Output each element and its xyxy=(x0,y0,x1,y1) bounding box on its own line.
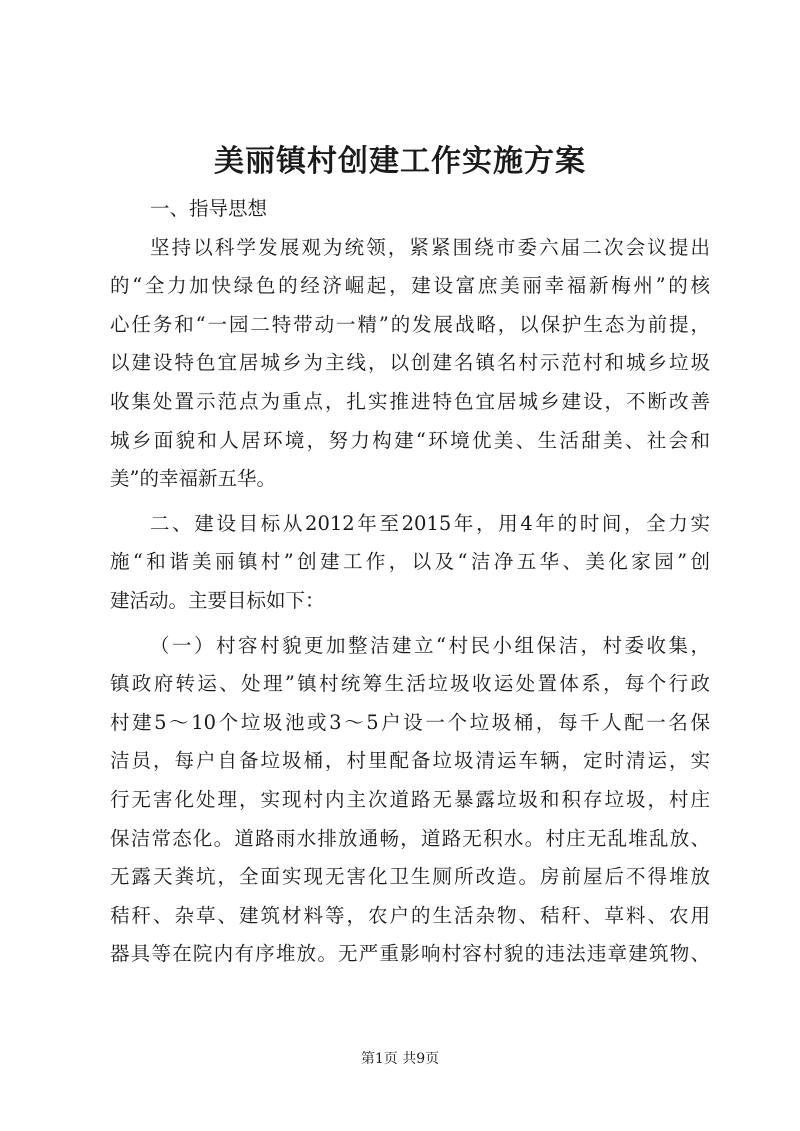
page-number-footer: 第1页 共9页 xyxy=(360,1051,440,1067)
paragraph-line: 心任务和“一园二特带动一精”的发展战略，以保护生态为前提， xyxy=(110,312,710,336)
paragraph-line: 建活动。主要目标如下： xyxy=(110,588,325,612)
paragraph-line: 保洁常态化。道路雨水排放通畅，道路无积水。村庄无乱堆乱放、 xyxy=(110,826,710,850)
paragraph-line: 无露天粪坑，全面实现无害化卫生厕所改造。房前屋后不得堆放 xyxy=(110,865,710,889)
paragraph-line: 镇政府转运、处理”镇村统筹生活垃圾收运处置体系，每个行政 xyxy=(110,672,710,696)
paragraph-line: 以建设特色宜居城乡为主线，以创建名镇名村示范村和城乡垃圾 xyxy=(110,351,710,375)
paragraph-line: 坚持以科学发展观为统领，紧紧围绕市委六届二次会议提出 xyxy=(150,235,710,259)
paragraph-line: 秸秆、杂草、建筑材料等，农户的生活杂物、秸秆、草料、农用 xyxy=(110,903,710,927)
paragraph-line: 城乡面貌和人居环境，努力构建“环境优美、生活甜美、社会和 xyxy=(110,428,710,452)
paragraph-line: 洁员，每户自备垃圾桶，村里配备垃圾清运车辆，定时清运，实 xyxy=(110,749,710,773)
paragraph-line: 器具等在院内有序堆放。无严重影响村容村貌的违法违章建筑物、 xyxy=(110,942,710,966)
paragraph-line: 村建5～10个垃圾池或3～5户设一个垃圾桶，每千人配一名保 xyxy=(110,710,710,734)
paragraph-line: 行无害化处理，实现村内主次道路无暴露垃圾和积存垃圾，村庄 xyxy=(110,787,710,811)
paragraph-line: 美”的幸福新五华。 xyxy=(110,467,276,491)
document-title: 美丽镇村创建工作实施方案 xyxy=(214,144,586,179)
section-heading: 一、指导思想 xyxy=(150,197,268,220)
paragraph-line: 收集处置示范点为重点，扎实推进特色宜居城乡建设，不断改善 xyxy=(110,389,710,413)
paragraph-line: 的“全力加快绿色的经济崛起，建设富庶美丽幸福新梅州”的核 xyxy=(110,274,710,298)
paragraph-line: 二、建设目标从2012年至2015年，用4年的时间，全力实 xyxy=(150,511,710,535)
document-body xyxy=(110,190,710,974)
paragraph-line: 施“和谐美丽镇村”创建工作，以及“洁净五华、美化家园”创 xyxy=(110,550,710,574)
paragraph-line: （一）村容村貌更加整洁建立“村民小组保洁，村委收集， xyxy=(150,633,710,657)
